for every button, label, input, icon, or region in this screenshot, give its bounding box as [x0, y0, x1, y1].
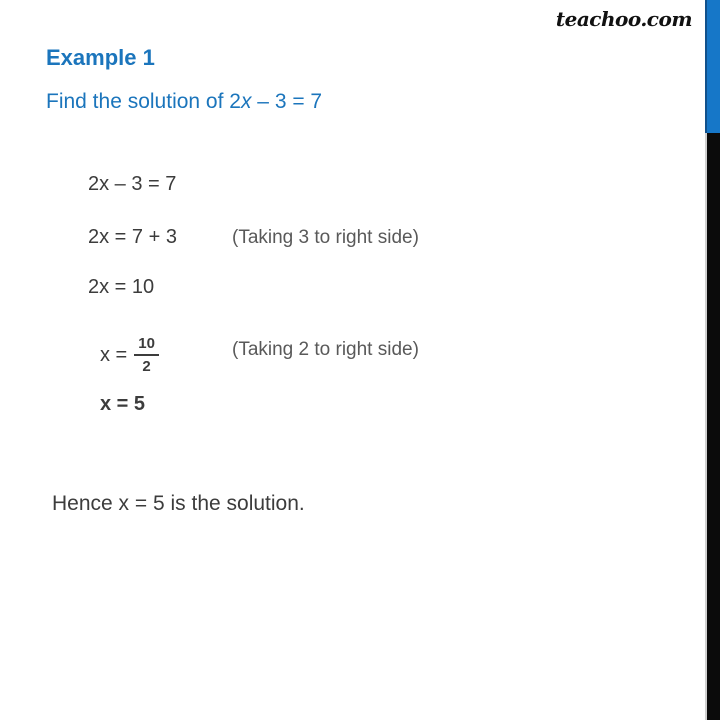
problem-statement — [46, 90, 322, 114]
solution-step-1 — [88, 173, 176, 196]
solution-step-fraction — [100, 331, 419, 379]
right-edge-blue-bar — [705, 0, 720, 133]
problem-variable: x — [240, 90, 252, 113]
fraction-lhs: x = — [100, 343, 128, 366]
step-equation: 2x = 10 — [88, 276, 155, 298]
solution-step-3 — [88, 276, 154, 299]
conclusion-text: Hence x = 5 is the solution. — [52, 492, 305, 515]
fraction-numerator: 10 — [134, 336, 159, 356]
problem-text-before: Find the solution of 2 — [46, 90, 241, 113]
step-note: (Taking 3 to right side) — [232, 227, 419, 248]
problem-text-after: – 3 = 7 — [251, 90, 323, 113]
teachoo-logo: teachoo.com — [555, 7, 692, 31]
right-edge-black-bar — [705, 133, 720, 720]
fraction — [134, 336, 159, 374]
example-heading: Example 1 — [46, 45, 155, 70]
fraction-denominator: 2 — [142, 358, 151, 375]
step-note: (Taking 2 to right side) — [232, 339, 419, 360]
step-equation: 2x – 3 = 7 — [88, 173, 177, 195]
solution-step-2 — [88, 226, 419, 249]
final-result: x = 5 — [100, 393, 146, 415]
step-equation: 2x = 7 + 3 — [88, 226, 177, 248]
